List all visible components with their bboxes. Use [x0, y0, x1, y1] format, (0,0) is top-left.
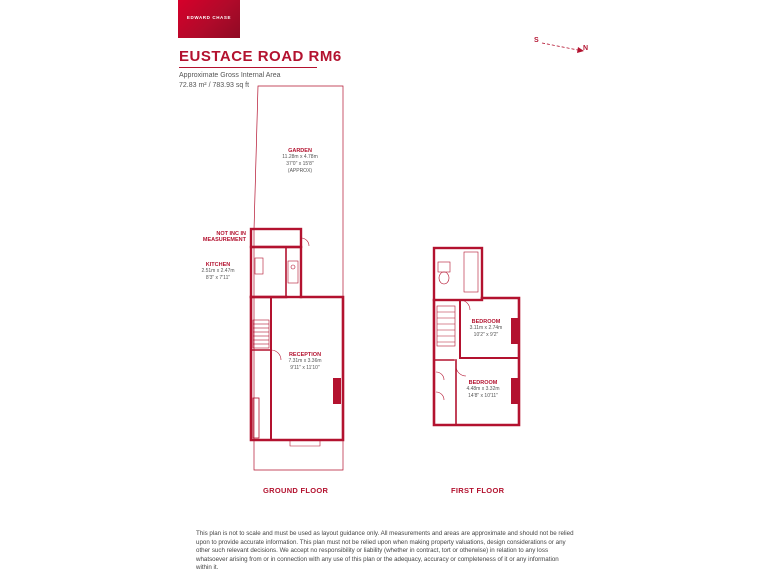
first-floor-label: FIRST FLOOR [451, 486, 505, 495]
kitchen-metric: 2.51m x 2.47m [201, 268, 235, 274]
first-chimney-breast-lower [511, 378, 518, 404]
bedroom-large-name: BEDROOM [468, 380, 498, 386]
kitchen-name: KITCHEN [205, 262, 231, 268]
garden-outline [254, 86, 343, 470]
kitchen-label [196, 262, 240, 282]
garden-name: GARDEN [288, 148, 312, 154]
area-caption: Approximate Gross Internal Area [179, 72, 281, 79]
first-chimney-breast-upper [511, 318, 518, 344]
page-title: EUSTACE ROAD RM6 [179, 48, 342, 65]
not-inc-label [190, 231, 246, 243]
compass-north: N [582, 45, 588, 52]
compass-south: S [534, 37, 539, 44]
garden-imperial: 37'0" x 15'8" [286, 161, 314, 167]
brand-name: EDWARD CHASE [186, 15, 232, 20]
reception-metric: 7.31m x 3.36m [288, 358, 322, 364]
ground-floor-walls [251, 229, 343, 440]
bedroom-small-metric: 3.11m x 2.74m [469, 325, 503, 331]
reception-label [276, 352, 334, 372]
garden-metric: 11.28m x 4.78m [282, 154, 318, 160]
bedroom-small-label [462, 319, 510, 339]
disclaimer-text: This plan is not to scale and must be used as layout guidance only. All measurements and areas are approximate and should not be relied upon to provide accurate information. This plan must not be relied upon when making property valuations, design considerations or any other such relevant decisions. We accept no responsibility or liability (whether in contract, tort or otherwise) in relation to any loss whatsoever arising from or in connection with any use of this plan or the adequacy, accuracy or completeness of it or any information within it. [196, 530, 574, 571]
reception-name: RECEPTION [288, 352, 322, 358]
bedroom-large-label [456, 380, 510, 400]
bedroom-small-name: BEDROOM [471, 319, 501, 325]
garden-note: (APPROX) [287, 168, 313, 174]
bedroom-large-imperial: 14'8" x 10'11" [468, 393, 498, 399]
ground-chimney-breast [333, 378, 341, 404]
area-values: 72.83 m² / 783.93 sq ft [179, 82, 250, 89]
bedroom-small-imperial: 10'2" x 9'2" [473, 332, 499, 338]
bedroom-large-metric: 4.48m x 3.32m [466, 386, 500, 392]
not-inc-line2: MEASUREMENT [202, 237, 246, 243]
not-inc-line1: NOT INC IN [216, 231, 246, 237]
ground-floor-label: GROUND FLOOR [263, 486, 329, 495]
kitchen-imperial: 8'3" x 7'11" [205, 275, 231, 281]
garden-label [270, 148, 330, 175]
reception-imperial: 9'11" x 11'10" [290, 365, 320, 371]
